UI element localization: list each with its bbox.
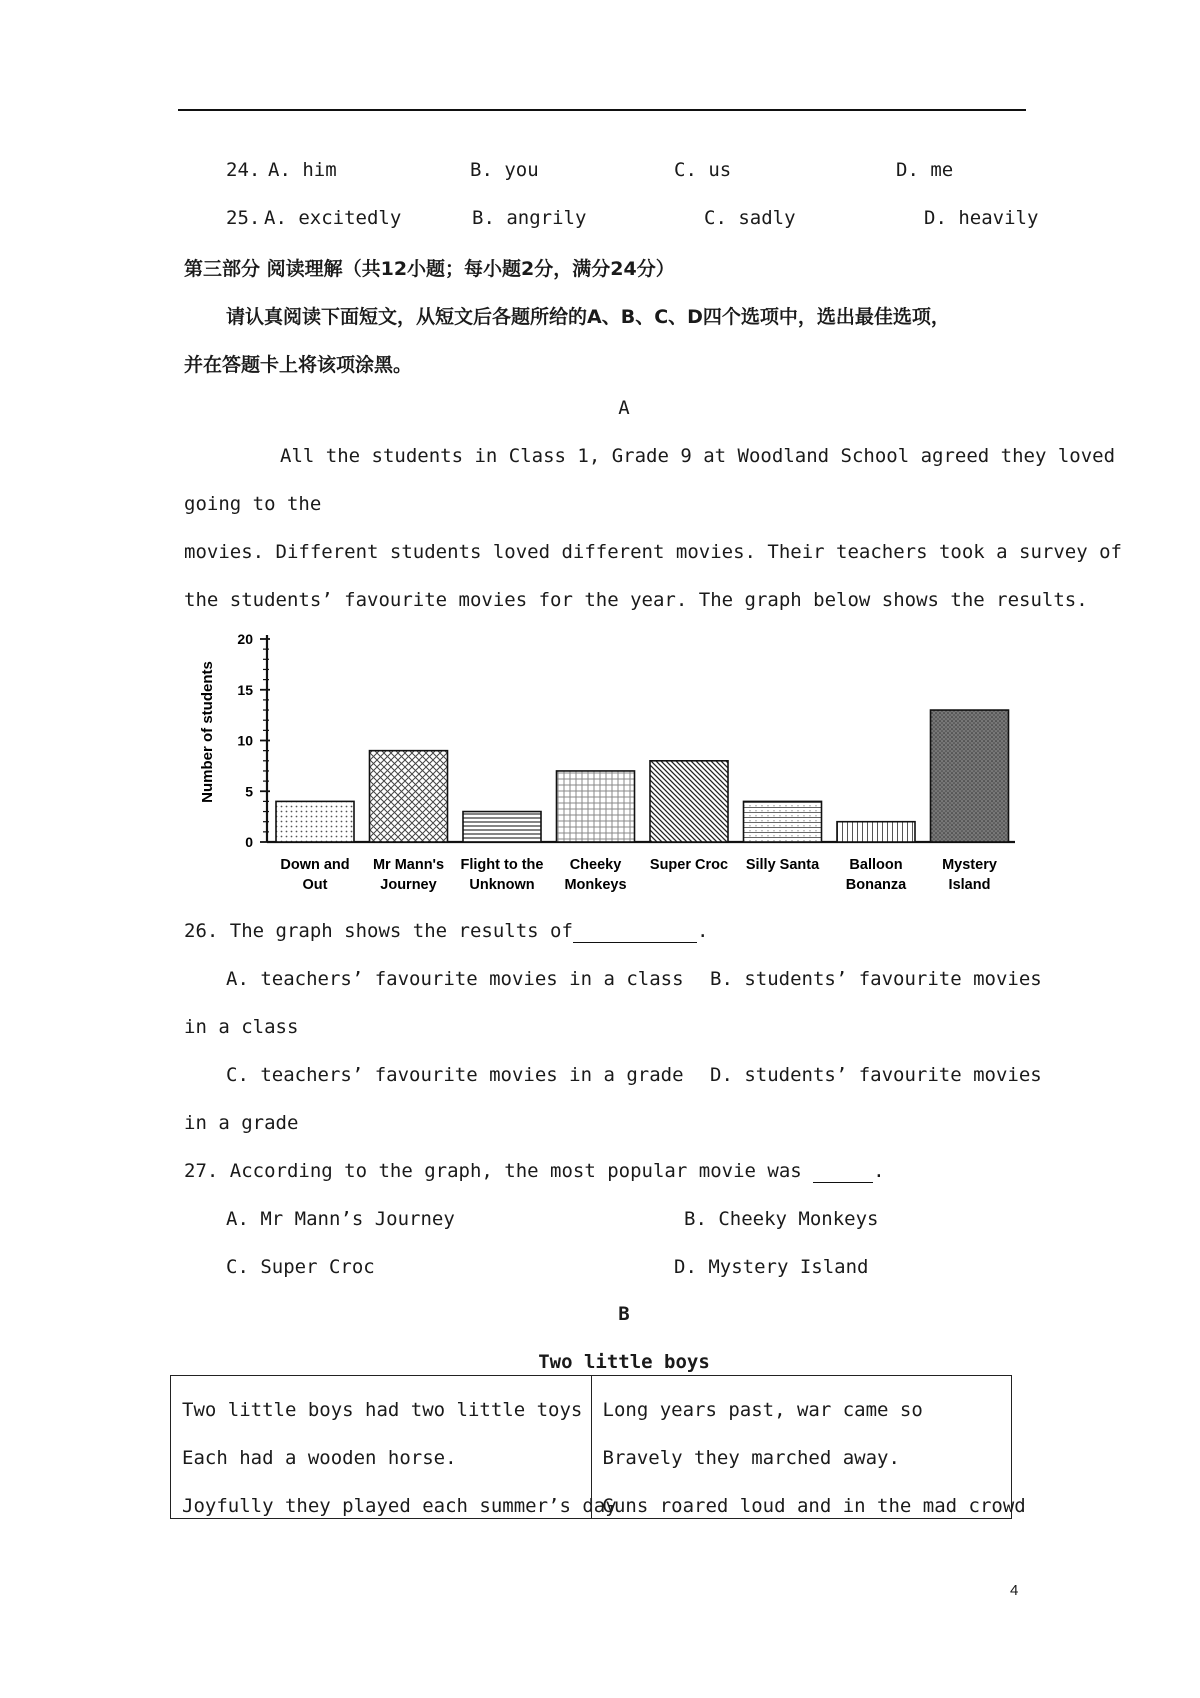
bar-7 xyxy=(931,710,1009,842)
q24-option-b: B. you xyxy=(470,159,539,181)
section-instruction-2: 并在答题卡上将该项涂黑。 xyxy=(184,354,413,376)
poem-right-line-1: Long years past, war came so xyxy=(602,1399,923,1421)
q24-option-a: A. him xyxy=(268,159,337,181)
x-tick-label: Island xyxy=(948,877,991,893)
bars xyxy=(276,710,1009,842)
q26-option-a: A. teachers’ favourite movies in a class xyxy=(226,968,684,990)
q27-option-a: A. Mr Mann’s Journey xyxy=(226,1208,455,1230)
x-tick-label: Silly Santa xyxy=(745,857,820,873)
q25-option-c: C. sadly xyxy=(704,207,796,229)
q25-option-d: D. heavily xyxy=(924,207,1039,229)
passage-a-label: A xyxy=(618,397,630,419)
passage-a-line-3: movies. Different students loved different movies. Their teachers took a survey of xyxy=(184,541,1122,563)
header-rule xyxy=(178,109,1026,111)
bar-6 xyxy=(837,822,915,842)
q27-option-b: B. Cheeky Monkeys xyxy=(684,1208,879,1230)
x-tick-label: Bonanza xyxy=(845,877,907,893)
poem-left-line-2: Each had a wooden horse. xyxy=(182,1447,457,1469)
x-tick-label: Unknown xyxy=(469,877,535,893)
q27-blank xyxy=(813,1160,873,1183)
q24-option-d: D. me xyxy=(896,159,954,181)
bar-5 xyxy=(744,801,822,842)
y-tick-label: 10 xyxy=(237,732,253,749)
q24-number: 24. xyxy=(226,159,261,181)
q27-option-c: C. Super Croc xyxy=(226,1256,375,1278)
poem-table xyxy=(170,1375,1026,1519)
q27-stem xyxy=(184,1160,885,1183)
q25-option-a: A. excitedly xyxy=(264,207,402,229)
q26-option-c: C. teachers’ favourite movies in a grade xyxy=(226,1064,684,1086)
passage-a-line-4: the students’ favourite movies for the year. The graph below shows the results. xyxy=(184,589,1088,611)
x-tick-label: Balloon xyxy=(849,857,903,873)
q25-option-b: B. angrily xyxy=(472,207,587,229)
q26-blank xyxy=(573,920,697,943)
q26-option-d-continued: in a grade xyxy=(184,1112,299,1134)
bar-2 xyxy=(463,812,541,842)
q26-option-d: D. students’ favourite movies xyxy=(710,1064,1042,1086)
q26-option-b-continued: in a class xyxy=(184,1016,299,1038)
movie-survey-chart xyxy=(195,620,1025,905)
passage-a-line-2: going to the xyxy=(184,493,322,515)
x-tick-label: Flight to the xyxy=(460,857,544,873)
poem-left-line-1: Two little boys had two little toys xyxy=(182,1399,583,1421)
q27-option-d: D. Mystery Island xyxy=(674,1256,869,1278)
y-tick-label: 0 xyxy=(245,834,253,850)
q25-number: 25. xyxy=(226,207,261,229)
y-tick-label: 5 xyxy=(245,783,253,800)
q26-stem-end: . xyxy=(696,920,709,942)
section-instruction-1: 请认真阅读下面短文，从短文后各题所给的A、B、C、D四个选项中，选出最佳选项， xyxy=(226,306,950,328)
x-tick-label: Journey xyxy=(380,877,437,893)
q26-stem xyxy=(184,920,708,943)
bar-1 xyxy=(370,751,448,842)
x-tick-label: Monkeys xyxy=(564,877,627,893)
q26-option-b: B. students’ favourite movies xyxy=(710,968,1042,990)
q24-option-c: C. us xyxy=(674,159,732,181)
poem-right-column xyxy=(591,1376,1026,1518)
poem-right-line-2: Bravely they marched away. xyxy=(602,1447,900,1469)
x-tick-label: Mystery xyxy=(942,857,997,873)
y-tick-label: 15 xyxy=(237,681,253,698)
y-axis-label: Number of students xyxy=(199,661,216,803)
bar-3 xyxy=(557,771,635,842)
section-title: 第三部分 阅读理解（共12小题；每小题2分，满分24分） xyxy=(184,258,675,280)
x-tick-label: Super Croc xyxy=(649,857,729,873)
page-number: 4 xyxy=(1010,1582,1019,1599)
x-tick-label: Cheeky xyxy=(569,857,622,873)
q27-stem-text: 27. According to the graph, the most popular movie was xyxy=(184,1160,802,1182)
poem-left-column xyxy=(171,1376,617,1518)
x-tick-label: Down and xyxy=(280,857,350,873)
bar-4 xyxy=(650,761,728,842)
x-tick-label: Mr Mann's xyxy=(372,857,445,873)
q27-stem-end: . xyxy=(873,1160,885,1182)
bar-0 xyxy=(276,801,354,842)
poem-left-line-3: Joyfully they played each summer’s day xyxy=(182,1495,617,1517)
q26-stem-text: 26. The graph shows the results of xyxy=(184,920,573,942)
poem-right-line-3: Guns roared loud and in the mad crowd xyxy=(602,1495,1026,1517)
x-axis-labels xyxy=(280,857,997,893)
x-tick-label: Out xyxy=(302,877,328,893)
passage-a-line-1: All the students in Class 1, Grade 9 at Woodland School agreed they loved xyxy=(280,445,1116,467)
passage-b-label: B xyxy=(618,1303,630,1325)
poem-title: Two little boys xyxy=(538,1351,710,1373)
y-tick-label: 20 xyxy=(237,631,253,647)
